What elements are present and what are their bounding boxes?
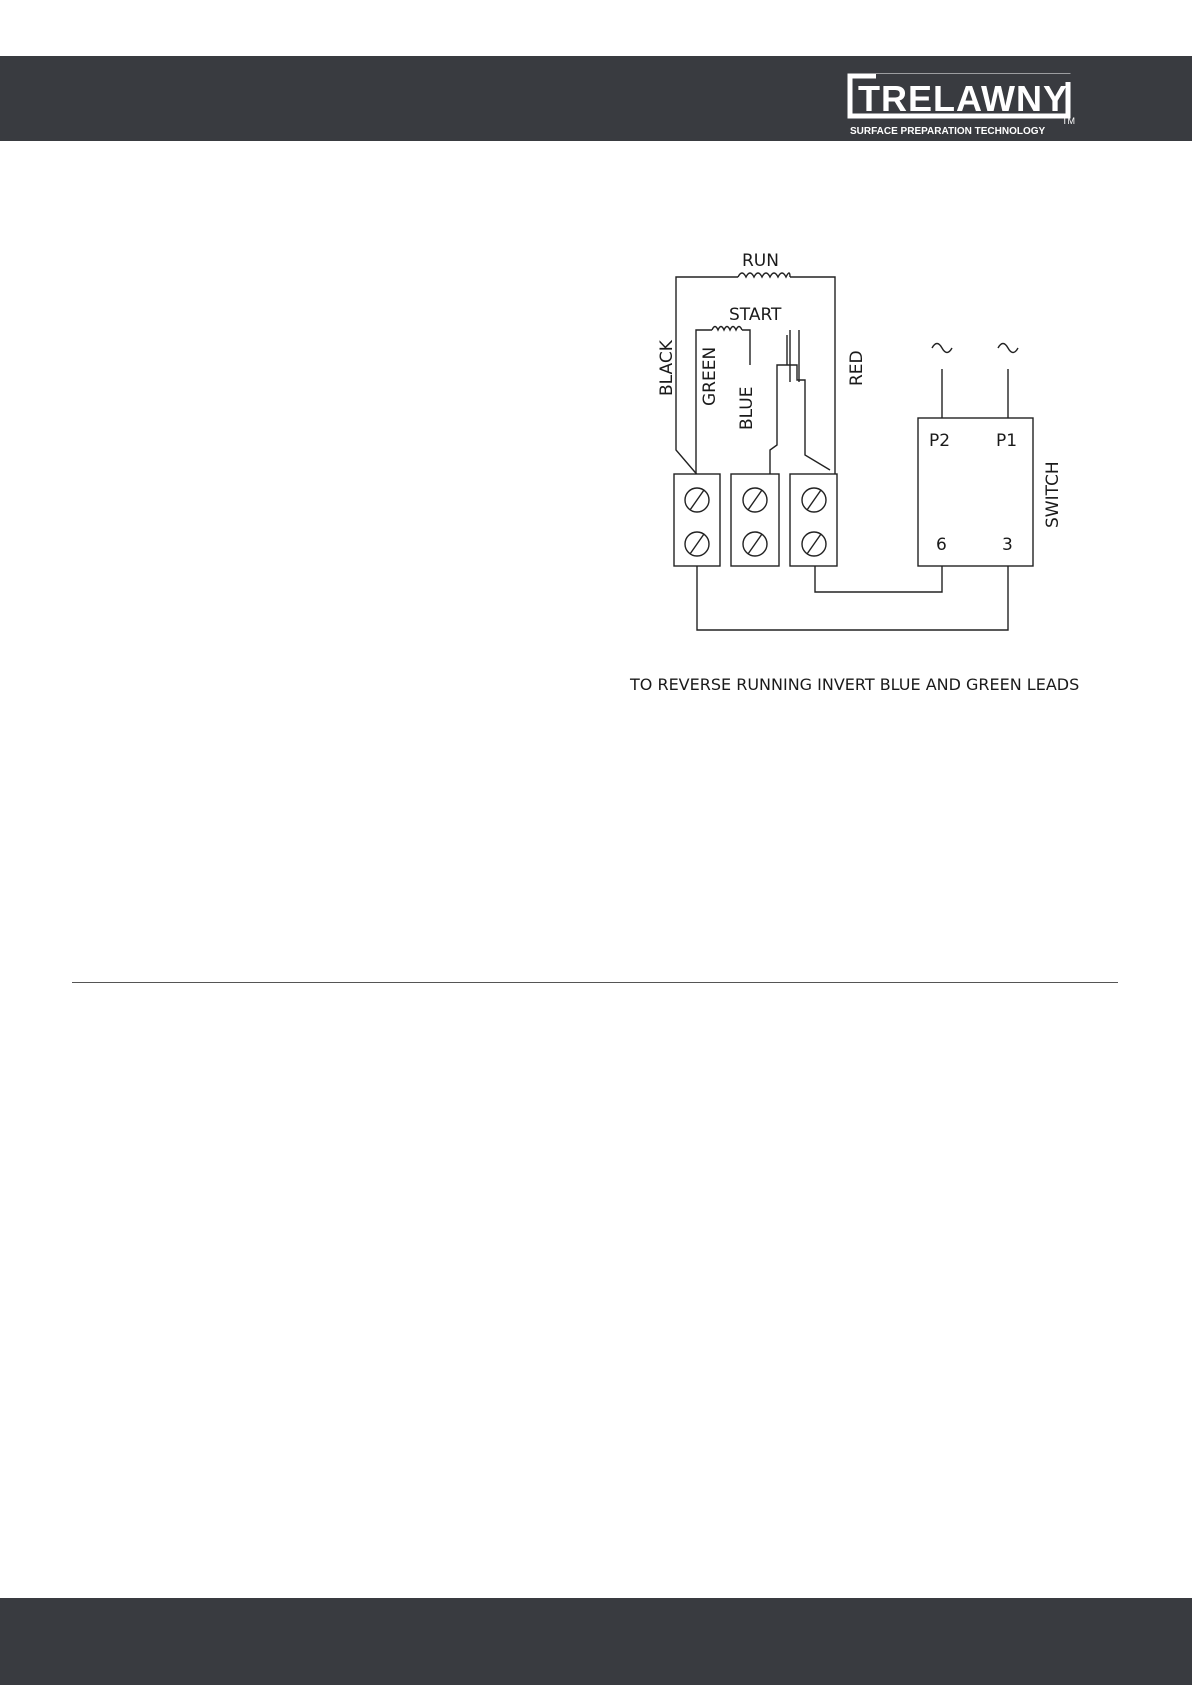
run-coil [738,273,790,277]
terminal-block-3 [790,474,837,566]
logo-tagline: SURFACE PREPARATION TECHNOLOGY [850,126,1046,136]
capacitor-wire [770,335,830,478]
green-label: GREEN [700,346,720,406]
terminal-3-label: 3 [1002,535,1013,555]
terminal-6-label: 6 [936,535,947,555]
logo-trademark: TM [1062,116,1075,126]
start-label: START [729,305,782,325]
reverse-running-note: TO REVERSE RUNNING INVERT BLUE AND GREEN LEADS [630,675,1080,694]
section-divider [72,982,1118,983]
logo-wordmark: TRELAWNY [858,78,1068,119]
wire-black-to-3 [697,566,1008,630]
terminal-block-1 [674,474,720,566]
terminal-block-2 [731,474,779,566]
wiring-diagram [0,0,1192,760]
page-footer [0,1598,1192,1685]
start-coil [712,327,742,331]
blue-label: BLUE [737,386,757,430]
black-label: BLACK [657,340,677,396]
terminal-p1-label: P1 [996,431,1018,451]
switch-label: SWITCH [1043,461,1063,528]
wire-red-to-6 [815,566,942,592]
run-label: RUN [742,251,779,271]
red-label: RED [847,350,867,386]
terminal-p2-label: P2 [929,431,951,451]
ac-symbol-p1 [998,344,1018,353]
ac-symbol-p2 [932,344,952,353]
